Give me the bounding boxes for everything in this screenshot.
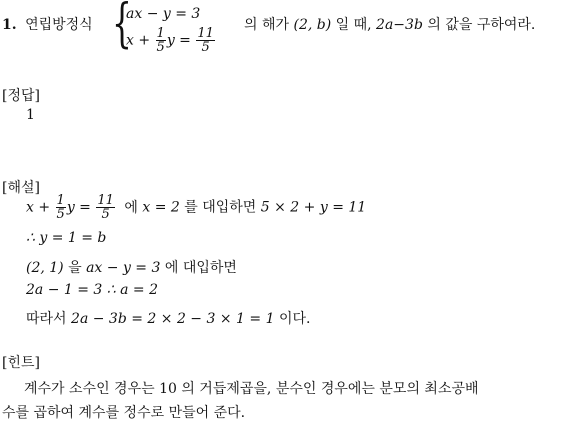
hint-line-1: 계수가 소수인 경우는 10 의 거듭제곱을, 분수인 경우에는 분모의 최소공배 bbox=[24, 381, 479, 397]
equation-1: ax − y = 3 bbox=[126, 6, 201, 22]
fraction: $\frac{1}{5}$ bbox=[56, 193, 65, 222]
system-brace: { bbox=[112, 0, 132, 54]
explanation-line-5: 따라서 2a − 3b = 2 × 2 − 3 × 1 = 1 이다. bbox=[26, 311, 311, 327]
explanation-line-3: (2, 1) 을 ax − y = 3 에 대입하면 bbox=[26, 260, 237, 276]
explanation-heading: [해설] bbox=[2, 180, 40, 196]
fraction: $\frac{11}{5}$ bbox=[197, 26, 214, 55]
fraction: $\frac{1}{5}$ bbox=[156, 26, 165, 55]
explanation-line-4: 2a − 1 = 3 ∴ a = 2 bbox=[26, 282, 159, 298]
hint-heading: [힌트] bbox=[2, 355, 40, 371]
explanation-line-2: ∴ y = 1 = b bbox=[26, 230, 107, 246]
answer-heading: [정답] bbox=[2, 88, 40, 104]
problem-line bbox=[2, 14, 93, 34]
fraction: $\frac{11}{5}$ bbox=[97, 193, 114, 222]
problem-suffix: 의 해가 (2, b) 일 때, 2a−3b 의 값을 구하여라. bbox=[244, 17, 536, 33]
equation-2: x + $\frac{1}{5}$ y = $\frac{11}{5}$ bbox=[126, 26, 214, 55]
answer-value: 1 bbox=[26, 107, 35, 123]
hint-line-2: 수를 곱하여 계수를 정수로 만들어 준다. bbox=[2, 405, 246, 421]
explanation-line-1: x + $\frac{1}{5}$ y = $\frac{11}{5}$ 에 x = 2 를 대입하면 5 × 2 + y = 11 bbox=[26, 193, 367, 222]
problem-prefix: 연립방정식 bbox=[25, 17, 93, 33]
problem-number: 1. bbox=[2, 17, 17, 33]
